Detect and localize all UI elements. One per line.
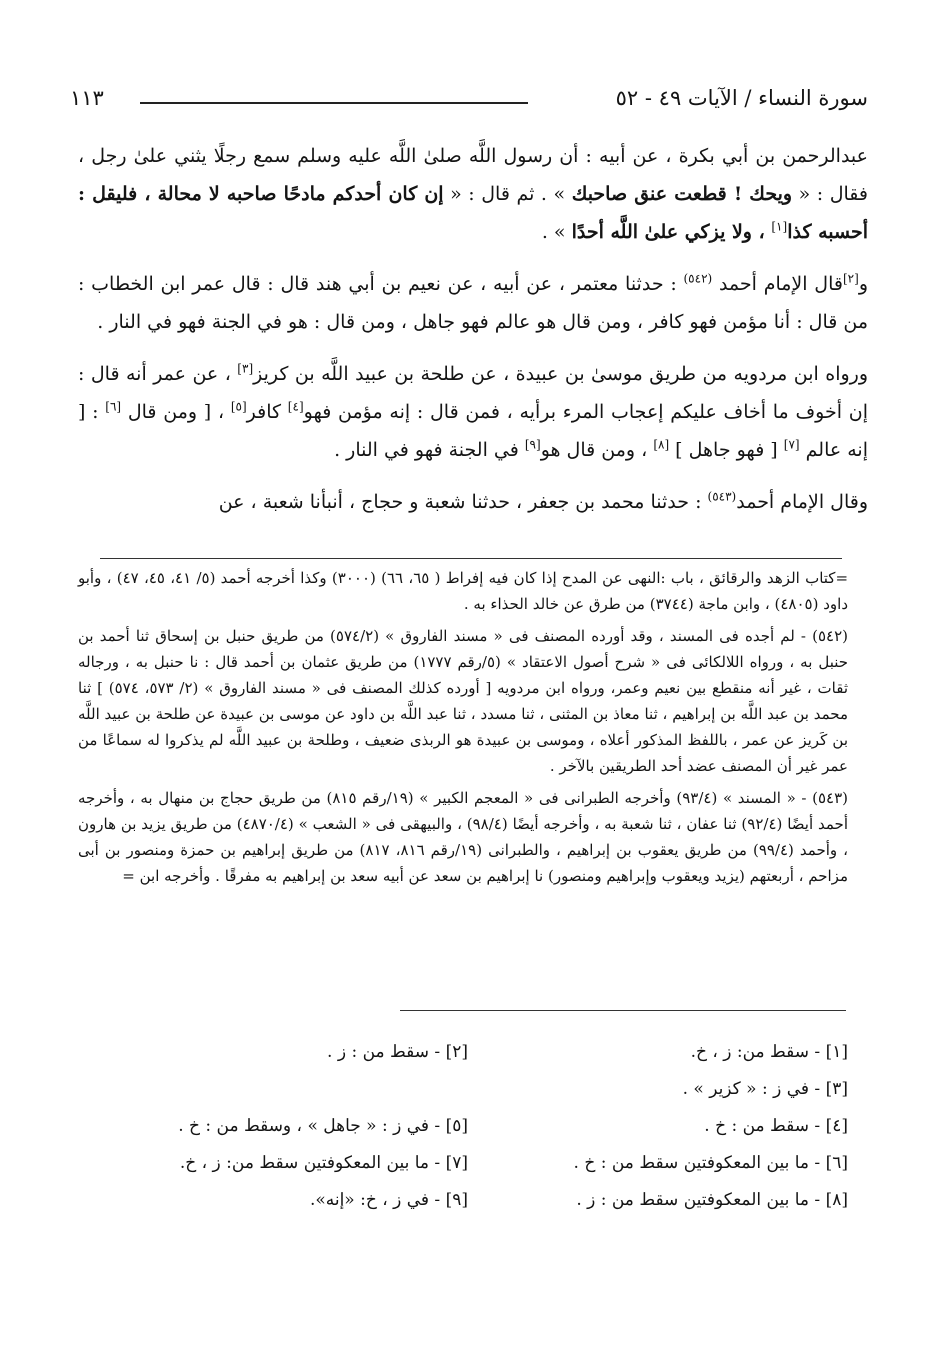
paragraph-1 [78,137,868,251]
variant-ref: [٣] [237,361,254,376]
variant-ref: [٢] [842,271,859,286]
paragraph-4 [78,483,868,521]
text-run: وقال الإمام أحمد [736,491,868,513]
variant-note-1: [١] - سقط من: ز ، خ. [690,1042,848,1062]
variant-ref: [٧] [783,437,800,452]
footnote-ref: (٥٤٢) [683,271,713,286]
page-header [70,86,868,118]
variant-ref: [٤] [287,399,304,414]
text-run: [ فهو جاهل ] [669,439,784,461]
variant-note-9: [٩] - في ز ، خ: «إنه». [309,1190,468,1210]
text-run: في الجنة فهو في النار . [334,439,525,461]
text-run: و [858,273,868,295]
variant-note-3: [٣] - في ز : « كزير » . [682,1079,848,1099]
footnote-542: (٥٤٢) - لم أجده فى المسند ، وقد أورده المصنف فى « مسند الفاروق » (٥٧٤/٢) من طريق حنبل بن إسحاق ثنا أحمد بن حنبل به ، ورواه اللالكائى فى « شرح أصول الاعتقاد » (٥/رقم ١٧٧٧) من طريق عثمان بن أحمد قال : نا حنبل به ، ورجاله ثقات ، غير أنه منقطع بين نعيم وعمر، ورواه ابن مردويه [ أورده كذلك المصنف فى « مسند الفاروق » (٢/ ٥٧٣، ٥٧٤) ] ثنا محمد بن عبد اللَّه بن إبراهيم ، ثنا معاذ بن المثنى ، ثنا مسدد ، ثنا عبد اللَّه بن داود عن موسى بن عبيدة عن طلحة بن عبيد اللَّه بن كَريز عن عمر ، باللفظ المذكور أعلاه ، وموسى بن عبيدة هو الربذى ضعيف ، وطلحة بن عبيد اللَّه لم يذكروا له سماعًا من عمر غير أن المصنف عضد أحد الطريقين بالآخر . [78,627,849,775]
text-run: : [ إنه عالم [78,401,868,461]
running-title: سورة النساء / الآيات ٤٩ - ٥٢ [615,86,868,110]
variant-row [88,1182,848,1219]
variant-ref: [٦] [105,399,122,414]
variant-note-2: [٢] - سقط من : ز . [327,1042,468,1062]
text-run: ، ومن قال هو [540,439,654,461]
variant-note-5: [٥] - في ز : « جاهل » ، وسقط من : خ . [178,1116,468,1136]
variant-row [88,1108,848,1145]
text-run: » . [541,221,572,243]
variant-row [88,1145,848,1182]
text-run: ورواه ابن مردويه من طريق موسىٰ بن عبيدة ، عن طلحة بن عبيد اللَّه بن كريز [253,363,869,385]
variant-note-8: [٨] - ما بين المعكوفتين سقط من : ز . [576,1190,848,1210]
text-run: : حدثنا محمد بن جعفر ، حدثنا شعبة و حجاج ، أنبأنا شعبة ، عن [218,491,708,513]
variant-row [88,1034,848,1071]
text-run: ، عن عمر أنه قال : إن أخوف ما أخاف عليكم إعجاب المرء برأيه ، فمن قال : إنه مؤمن فهو [78,363,868,423]
header-rule [140,102,528,104]
text-run: عبدالرحمن بن أبي بكرة ، عن أبيه : أن رسول اللَّه صلىٰ اللَّه عليه وسلم سمع رجلًا يثني علىٰ رجل ، فقال : « [78,145,868,205]
hadith-text: ، ولا يزكي علىٰ اللَّه أحدًا [571,221,772,243]
footnote-ref: (٥٤٣) [707,489,737,504]
variant-ref: [٥] [230,399,247,414]
text-run: ، [ ومن قال [121,401,231,423]
hadith-text: ويحك ! قطعت عنق صاحبك [571,183,793,205]
paragraph-3 [78,355,868,469]
variant-note-7: [٧] - ما بين المعكوفتين سقط من: ز ، خ. [179,1153,468,1173]
footnotes-rule [100,558,842,559]
variant-row [88,1071,848,1108]
text-run: قال الإمام أحمد [712,273,843,295]
page-number: ١١٣ [70,86,104,110]
footnote-543: (٥٤٣) - « المسند » (٩٣/٤) وأخرجه الطبرانى فى « المعجم الكبير » (١٩/رقم ٨١٥) من طريق حجاج بن منهال به ، وأخرجه أحمد أيضًا (٩٢/٤) ثنا عفان ، ثنا شعبة به ، وأخرجه أيضًا (٩٨/٤) ، والبيهقى فى « الشعب » (٤٨٧٠/٤) من طريق يزيد بن هارون ، وأحمد (٩٩/٤) من طريق يعقوب بن إبراهيم ، والطبرانى (١٩/رقم ٨١٦، ٨١٧) من طريق إبراهيم بن حمزة ومنصور بن أبى مزاحم ، أربعتهم (يزيد ويعقوب وإبراهيم ومنصور) نا إبراهيم بن سعد عن أبيه سعد بن إبراهيم به مفرقًا . وأخرجه ابن = [78,789,848,885]
variant-ref: [٨] [653,437,670,452]
footnote-continuation: =كتاب الزهد والرقائق ، باب :النهى عن المدح إذا كان فيه إفراط ( ٦٥، ٦٦) (٣٠٠٠) وكذا أخرجه أحمد (٥/ ٤١، ٤٥، ٤٧) ، وأبو داود (٤٨٠٥) ، وابن ماجة (٣٧٤٤) من طرق عن خالد الحذاء به . [78,569,849,613]
text-run: : حدثنا معتمر ، عن أبيه ، عن نعيم بن أبي هند قال : قال عمر ابن الخطاب : من قال : أنا مؤمن فهو كافر ، ومن قال هو عالم فهو جاهل ، ومن قال : هو في الجنة فهو في النار . [78,273,868,333]
text-run: كافر [246,401,288,423]
variant-empty [88,1071,468,1108]
hadith-text: إن كان أحدكم مادحًا صاحبه لا محالة ، فليقل : أحسبه كذا [78,183,868,243]
variants-rule [400,1010,846,1011]
variant-notes [88,1034,848,1219]
main-text [78,137,868,535]
variant-note-4: [٤] - سقط من : خ . [704,1116,848,1136]
paragraph-2 [78,265,868,341]
variant-note-6: [٦] - ما بين المعكوفتين سقط من : خ . [573,1153,848,1173]
variant-ref: [٩] [524,437,541,452]
variant-ref: [١] [771,219,788,234]
text-run: » . ثم قال : « [443,183,572,205]
footnotes [78,565,848,895]
